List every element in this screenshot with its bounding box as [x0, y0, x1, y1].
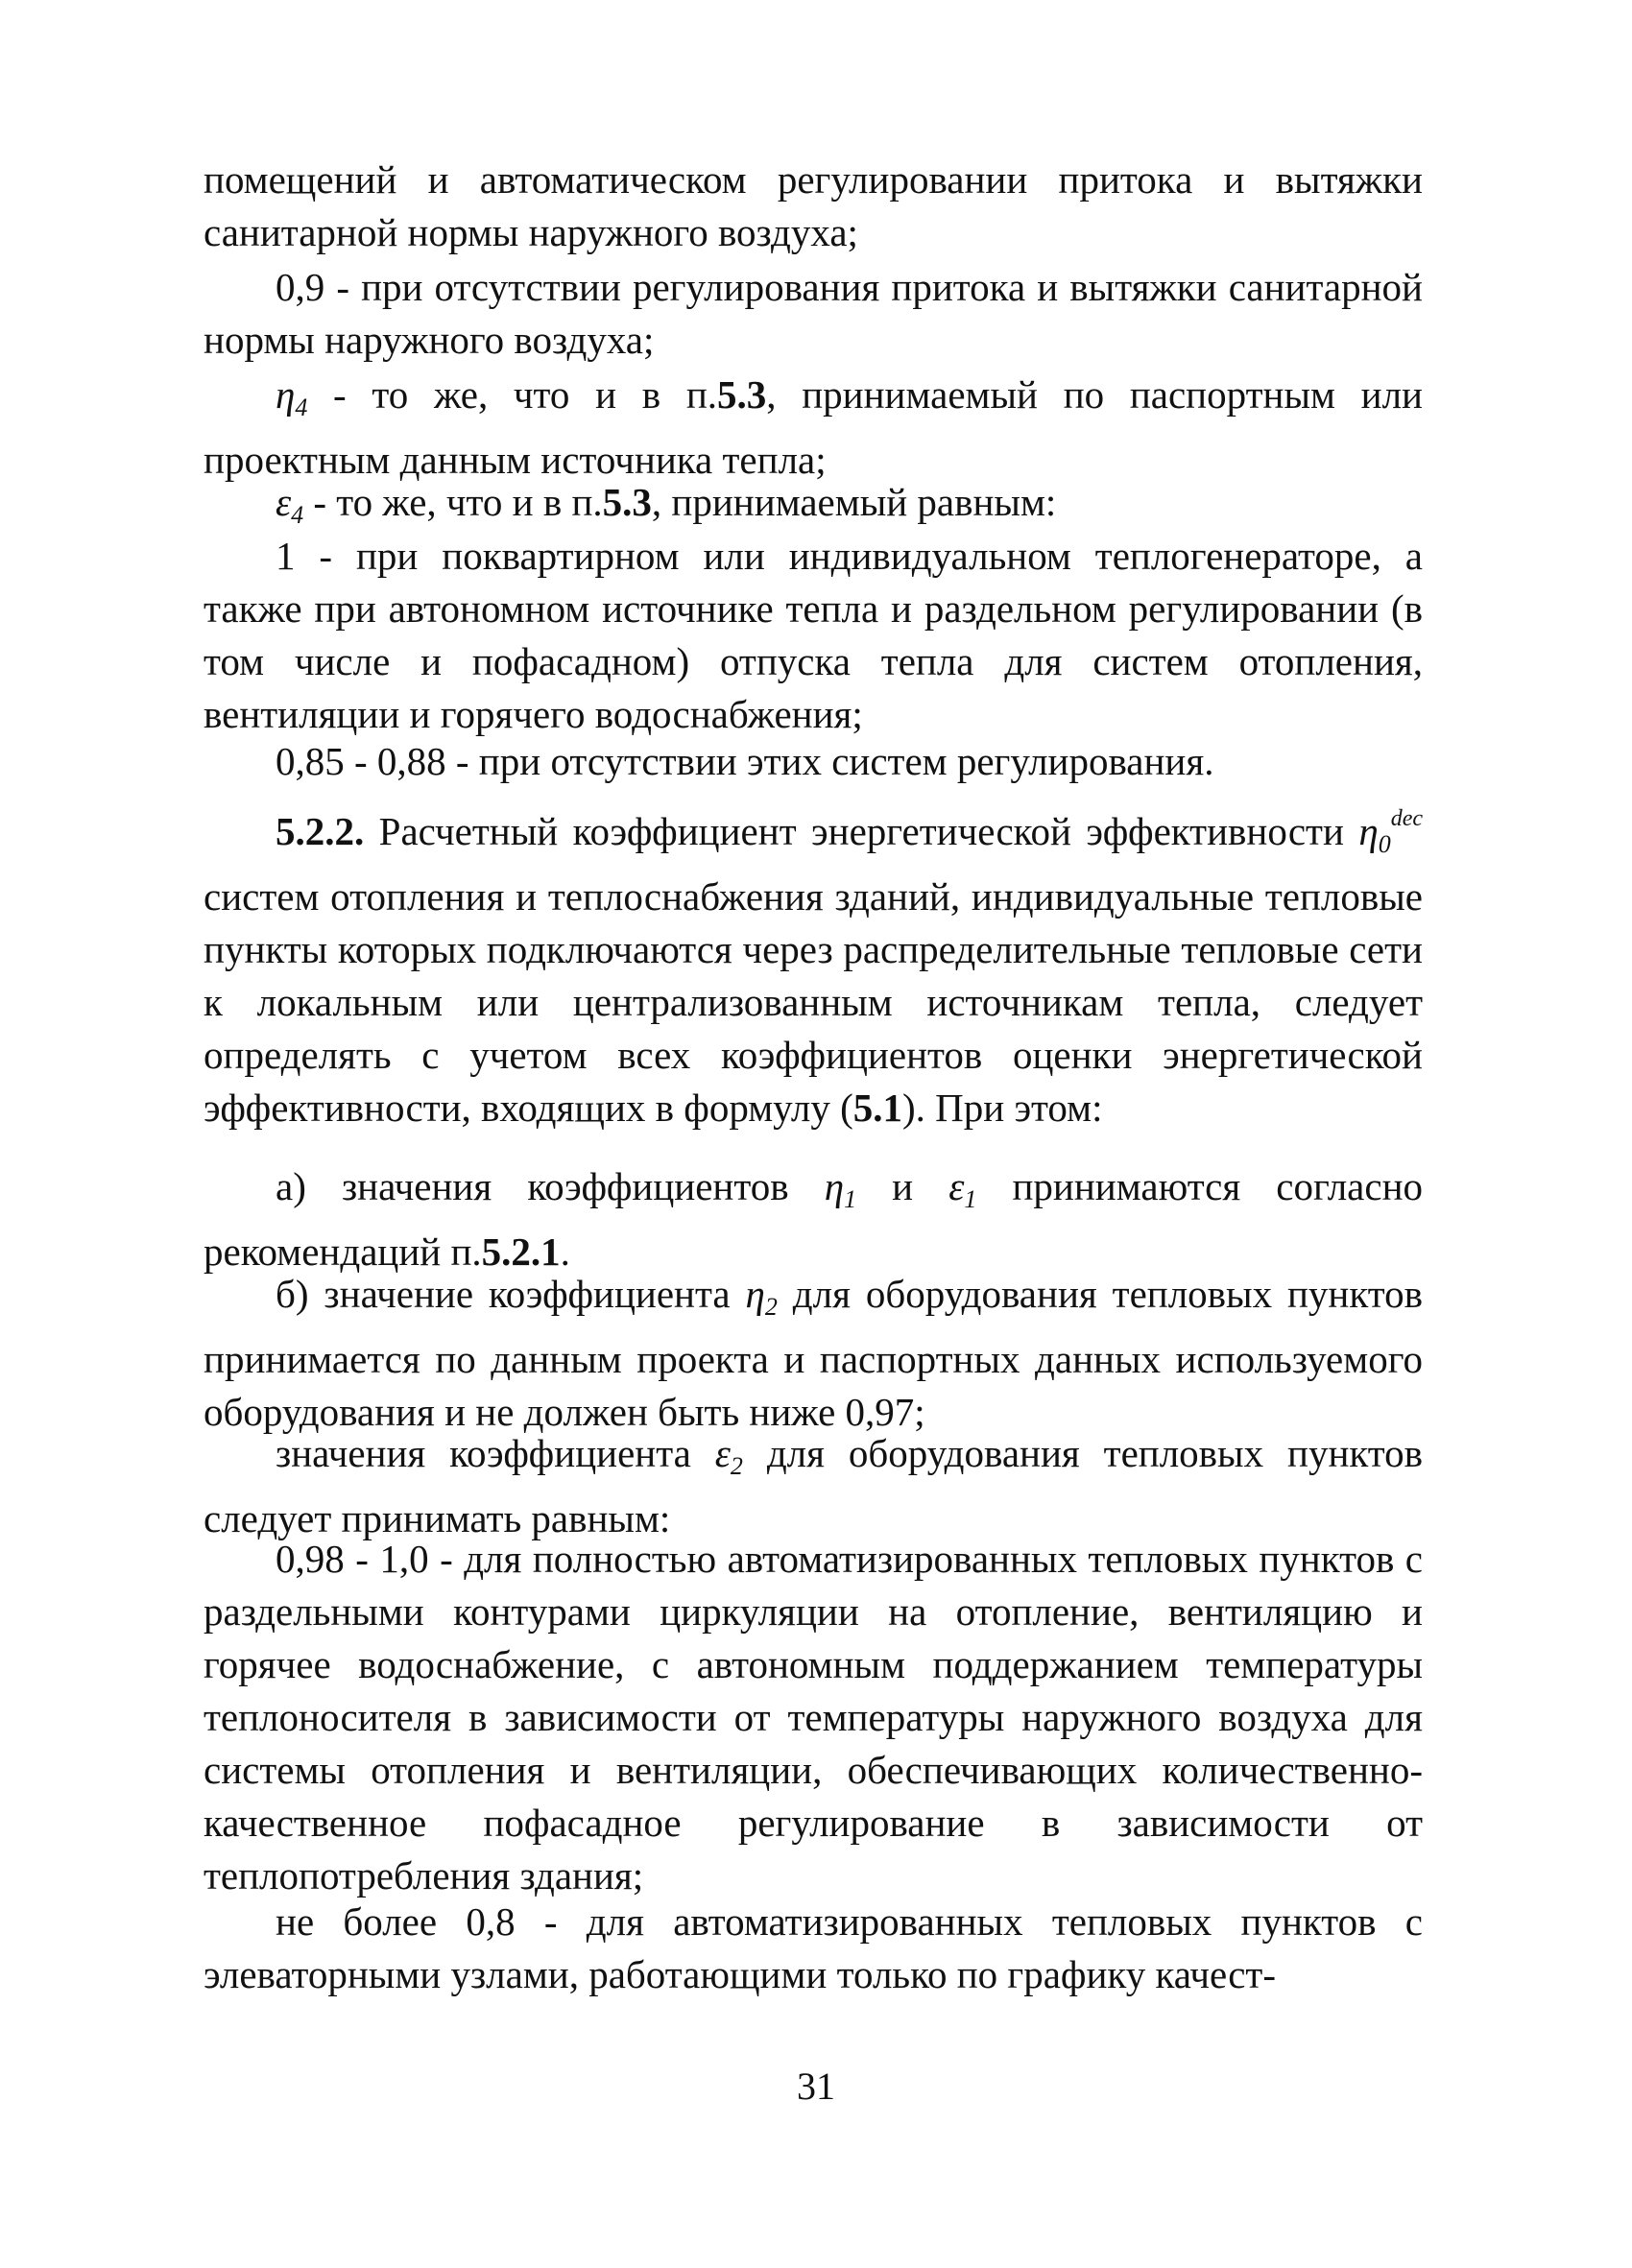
eta-subscript: 1: [844, 1185, 857, 1213]
section-ref: 5.3: [717, 372, 767, 417]
epsilon-subscript: 4: [291, 501, 304, 529]
paragraph-8: [204, 1160, 1423, 1278]
eta-superscript: dec: [1390, 806, 1423, 831]
paragraph-7-text-b: систем отопления и теплоснабжения зданий, индивидуальные тепловые пункты которых подключаются через распределительные тепловые сети к локальным или централизованным источникам тепла, следует определять с учетом всех коэффициентов оценки энергетической эффективности, входящих в формулу (: [204, 874, 1423, 1130]
paragraph-8-text-c: .: [560, 1229, 570, 1274]
paragraph-7: [204, 793, 1423, 1134]
eta-symbol: η: [745, 1272, 765, 1316]
paragraph-12: не более 0,8 - для автоматизированных тепловых пунктов с элеваторными узлами, работающими только по графику качест-: [204, 1899, 1423, 1996]
paragraph-8-text-a: а) значения коэффициентов: [276, 1164, 825, 1208]
paragraph-9-text-a: б) значение коэффициента: [276, 1272, 746, 1316]
eta-subscript: 2: [764, 1293, 778, 1321]
paragraph-9: [204, 1268, 1423, 1439]
paragraph-1: помещений и автоматическом регулировании притока и вытяжки санитарной нормы наружного воздуха;: [204, 157, 1423, 254]
paragraph-7-text-c: ). При этом:: [901, 1086, 1103, 1130]
paragraph-8-and: и: [856, 1164, 949, 1208]
paragraph-10-text-a: значения коэффициента: [276, 1431, 715, 1475]
eta-subscript: 0: [1378, 830, 1391, 858]
paragraph-3-text-a: - то же, что и в п.: [307, 372, 718, 417]
section-ref: 5.2.1: [481, 1229, 561, 1274]
paragraph-9-text-b: для оборудования тепловых пунктов принимается по данным проекта и паспортных данных используемого оборудования и не должен быть ниже 0,97;: [204, 1272, 1423, 1434]
paragraph-7-text-a: Расчетный коэффициент энергетической эффективности: [364, 809, 1359, 853]
epsilon-symbol: ε: [714, 1431, 731, 1475]
paragraph-3: [204, 369, 1423, 487]
eta-symbol: η: [276, 372, 296, 417]
paragraph-4-text-b: , принимаемый равным:: [651, 480, 1057, 524]
paragraph-5: 1 - при поквартирном или индивидуальном теплогенераторе, а также при автономном источнике тепла и раздельном регулировании (в том числе и пофасадном) отпуска тепла для систем отопления, вентиляции и горячего водоснабжения;: [204, 534, 1423, 736]
epsilon-subscript: 2: [730, 1452, 743, 1480]
paragraph-10-text-b: для оборудования тепловых пунктов следует принимать равным:: [204, 1431, 1423, 1540]
epsilon-symbol: ε: [948, 1164, 965, 1208]
formula-ref: 5.1: [852, 1086, 902, 1130]
paragraph-2: 0,9 - при отсутствии регулирования притока и вытяжки санитарной нормы наружного воздуха;: [204, 265, 1423, 362]
eta-symbol: η: [1358, 809, 1379, 853]
epsilon-subscript: 1: [964, 1185, 977, 1213]
paragraph-4-text-a: - то же, что и в п.: [303, 480, 603, 524]
eta-symbol: η: [824, 1164, 845, 1208]
epsilon-symbol: ε: [276, 480, 292, 524]
page-number: 31: [797, 2065, 835, 2108]
paragraph-11: 0,98 - 1,0 - для полностью автоматизированных тепловых пунктов с раздельными контурами циркуляции на отопление, вентиляцию и горячее водоснабжение, с автономным поддержанием температуры теплоносителя в зависимости от температуры наружного воздуха для системы отопления и вентиляции, обеспечивающих количественно-качественное пофасадное регулирование в зависимости от теплопотребления здания;: [204, 1537, 1423, 1898]
paragraph-10: [204, 1427, 1423, 1545]
eta-subscript: 4: [295, 394, 308, 421]
section-number: 5.2.2.: [276, 809, 365, 853]
paragraph-8-text-b: принимаются согласно рекомендаций п.: [204, 1164, 1424, 1274]
paragraph-3-text-b: , принимаемый по паспортным или проектным данным источника тепла;: [204, 372, 1423, 482]
section-ref: 5.3: [602, 480, 652, 524]
paragraph-6: 0,85 - 0,88 - при отсутствии этих систем регулирования.: [276, 739, 1214, 783]
